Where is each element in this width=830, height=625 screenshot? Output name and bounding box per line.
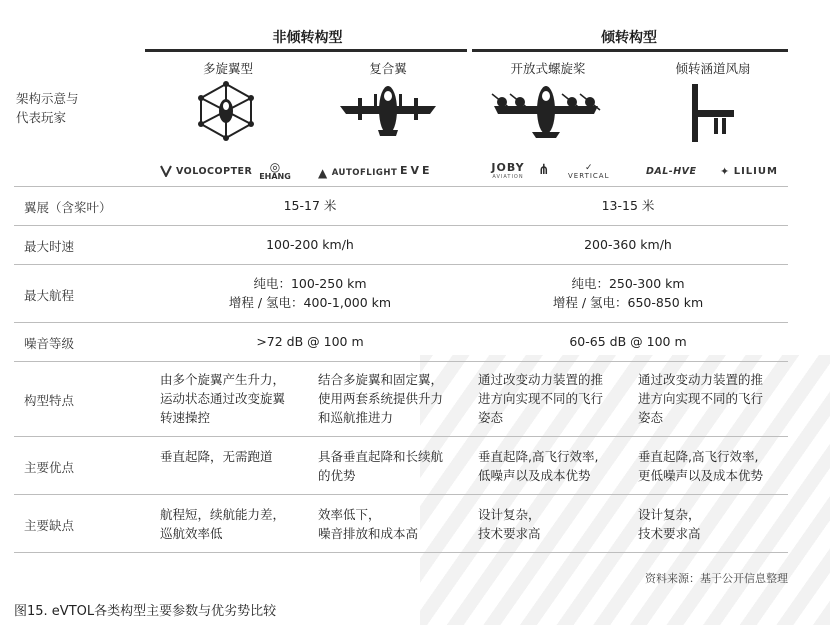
group-title-tilt: 倾转构型 (601, 30, 657, 46)
lilium-icon: ✦ (720, 165, 730, 178)
row-divider (14, 494, 788, 495)
cell-wingspan-tilt: 13-15 米 (601, 198, 655, 213)
group-underline-non-tilt (145, 49, 467, 52)
cell-wingspan-non-tilt: 15-17 米 (283, 198, 337, 213)
logo-autoflight: ▲ AUTOFLIGHT (318, 166, 398, 180)
source-note: 资料来源：基于公开信息整理 (645, 572, 788, 585)
subtype-ducted-fan: 倾转涵道风扇 (675, 61, 751, 76)
group-underline-tilt (472, 49, 788, 52)
cell-advantages-compound: 具备垂直起降和长续航 的优势 (318, 449, 444, 483)
row-divider (14, 361, 788, 362)
logo-dalyne: DAL-HVE (646, 166, 697, 177)
row-label-noise: 噪音等级 (24, 336, 75, 351)
row-divider (14, 552, 788, 553)
row-divider (14, 436, 788, 437)
cell-features-compound: 结合多旋翼和固定翼， 使用两套系统提供升力 和巡航推进力 (318, 372, 444, 425)
archer-logo-icon: ⋔ (538, 162, 550, 178)
compound-wing-illustration (338, 84, 438, 140)
cell-features-ducted-fan: 通过改变动力装置的推 进方向实现不同的飞行 姿态 (638, 372, 764, 425)
logo-eve: EVE (400, 164, 433, 177)
cell-disadvantages-ducted-fan: 设计复杂， 技术要求高 (638, 507, 701, 541)
volocopter-icon (160, 165, 172, 177)
row-divider (14, 186, 788, 187)
autoflight-icon: ▲ (318, 166, 328, 180)
cell-advantages-multirotor: 垂直起降，无需跑道 (160, 449, 273, 464)
logo-joby: JOBY AVIATION (491, 161, 525, 180)
logo-lilium: ✦ LILIUM (720, 165, 778, 178)
group-title-non-tilt: 非倾转构型 (272, 30, 343, 46)
cell-advantages-ducted-fan: 垂直起降,高飞行效率, 更低噪声以及成本优势 (638, 449, 764, 483)
row-label-features: 构型特点 (24, 393, 75, 408)
logo-ehang: ◎ EHANG (255, 162, 295, 181)
logo-volocopter: VOLOCOPTER (160, 165, 252, 177)
cell-range-tilt: 纯电：250-300 km 增程 / 氢电：650-850 km (552, 276, 704, 310)
subtype-open-prop: 开放式螺旋桨 (510, 61, 586, 76)
row-label-max-range: 最大航程 (24, 288, 75, 303)
row-divider (14, 225, 788, 226)
figure-caption: 图15. eVTOL各类构型主要参数与优劣势比较 (14, 604, 277, 619)
cell-features-multirotor: 由多个旋翼产生升力， 运动状态通过改变旋翼 转速操控 (160, 372, 286, 425)
subtype-compound: 复合翼 (369, 61, 407, 76)
row-divider (14, 264, 788, 265)
row-divider (14, 322, 788, 323)
cell-features-open-prop: 通过改变动力装置的推 进方向实现不同的飞行 姿态 (478, 372, 604, 425)
cell-noise-tilt: 60-65 dB @ 100 m (569, 334, 687, 349)
multirotor-illustration (193, 80, 259, 142)
cell-disadvantages-open-prop: 设计复杂， 技术要求高 (478, 507, 541, 541)
row-label-schematic: 架构示意与 代表玩家 (16, 91, 79, 125)
row-label-wingspan: 翼展（含桨叶） (24, 200, 112, 215)
open-propeller-illustration (490, 84, 602, 142)
row-label-disadvantages: 主要缺点 (24, 518, 75, 533)
cell-advantages-open-prop: 垂直起降,高飞行效率, 低噪声以及成本优势 (478, 449, 599, 483)
row-label-advantages: 主要优点 (24, 460, 75, 475)
logo-vertical: ✓ VERTICAL (568, 163, 610, 180)
cell-disadvantages-compound: 效率低下， 噪音排放和成本高 (318, 507, 419, 541)
cell-speed-non-tilt: 100-200 km/h (266, 237, 354, 252)
ehang-icon: ◎ (269, 160, 281, 174)
cell-speed-tilt: 200-360 km/h (584, 237, 672, 252)
subtype-multirotor: 多旋翼型 (202, 61, 253, 76)
cell-disadvantages-multirotor: 航程短，续航能力差， 巡航效率低 (160, 507, 286, 541)
vertical-icon: ✓ (584, 163, 593, 173)
cell-range-non-tilt: 纯电：100-250 km 增程 / 氢电：400-1,000 km (228, 276, 392, 310)
cell-noise-non-tilt: >72 dB @ 100 m (256, 334, 364, 349)
row-label-max-speed: 最大时速 (24, 239, 75, 254)
ducted-fan-illustration (688, 82, 736, 144)
